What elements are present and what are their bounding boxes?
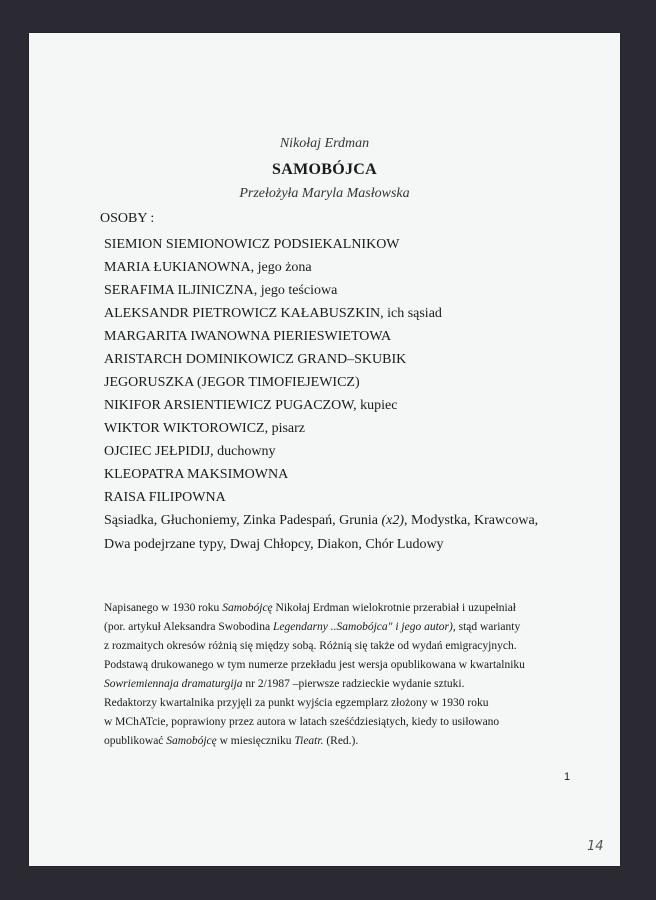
cast-item: KLEOPATRA MAKSIMOWNA <box>104 467 289 482</box>
note-line: Redaktorzy kwartalnika przyjęli za punkt wyjścia egzemplarz złożony w 1930 roku <box>104 697 489 709</box>
note-line: w MChATcie, poprawiony przez autora w latach sześćdziesiątych, kiedy to usiłowano <box>104 716 500 728</box>
cast-item: NIKIFOR ARSIENTIEWICZ PUGACZOW, kupiec <box>104 398 398 413</box>
cast-item: SIEMION SIEMIONOWICZ PODSIEKALNIKOW <box>104 237 400 252</box>
note-text: opublikować <box>104 735 167 747</box>
cast-item: SERAFIMA ILJINICZNA, jego teściowa <box>104 283 338 298</box>
cast-item: WIKTOR WIKTOROWICZ, pisarz <box>104 421 306 436</box>
note-text: nr 2/1987 –pierwsze radzieckie wydanie sztuki. <box>242 678 465 690</box>
minor-characters <box>104 509 564 557</box>
note-text: Nikołaj Erdman wielokrotnie przerabiał i uzupełniał <box>272 602 516 614</box>
play-title: SAMOBÓJCA <box>272 161 377 178</box>
note-line <box>104 618 574 637</box>
page-number: 1 <box>564 771 571 783</box>
handwritten-page-mark: 14 <box>587 839 604 854</box>
note-line <box>104 732 574 751</box>
note-text: Napisanego w 1930 roku <box>104 602 223 614</box>
cast-item: ALEKSANDR PIETROWICZ KAŁABUSZKIN, ich sąsiad <box>104 306 442 321</box>
note-text: w miesięczniku <box>216 735 295 747</box>
minor-characters-text: Sąsiadka, Głuchoniemy, Zinka Padespań, Grunia <box>104 513 382 528</box>
note-italic: Sowriemiennaja dramaturgija <box>104 678 243 690</box>
note-italic: Legendarny ..Samobójca" i jego autor), <box>272 621 456 633</box>
note-line: Podstawą drukowanego w tym numerze przekładu jest wersja opublikowana w kwartalniku <box>104 659 525 671</box>
note-italic: Tieatr. <box>294 735 324 747</box>
cast-list <box>104 233 442 509</box>
cast-item: ARISTARCH DOMINIKOWICZ GRAND–SKUBIK <box>104 352 407 367</box>
note-line <box>104 675 574 694</box>
cast-item: MARGARITA IWANOWNA PIERIESWIETOWA <box>104 329 392 344</box>
note-line <box>104 599 574 618</box>
note-italic: Samobójcę <box>222 602 273 614</box>
note-italic: Samobójcę <box>166 735 217 747</box>
cast-item: RAISA FILIPOWNA <box>104 490 226 505</box>
editorial-note <box>104 599 574 751</box>
note-text: stąd warianty <box>455 621 521 633</box>
document-page <box>29 33 620 866</box>
note-text: (por. artykuł Aleksandra Swobodina <box>104 621 273 633</box>
cast-item: JEGORUSZKA (JEGOR TIMOFIEJEWICZ) <box>104 375 360 390</box>
translator-credit: Przełożyła Maryla Masłowska <box>239 186 410 201</box>
note-text: (Red.). <box>323 735 359 747</box>
minor-characters-count: (x2) <box>381 513 405 528</box>
minor-characters-text: , Modystka, Krawcowa, Dwa podejrzane typy, Dwaj Chłopcy, Diakon, Chór Ludowy <box>104 513 539 552</box>
cast-item: OJCIEC JEŁPIDIJ, duchowny <box>104 444 276 459</box>
author-name: Nikołaj Erdman <box>279 136 370 151</box>
note-line: z rozmaitych okresów różnią się między sobą. Różnią się także od wydań emigracyjnych. <box>104 640 517 652</box>
cast-heading: OSOBY : <box>100 211 155 226</box>
cast-item: MARIA ŁUKIANOWNA, jego żona <box>104 260 312 275</box>
